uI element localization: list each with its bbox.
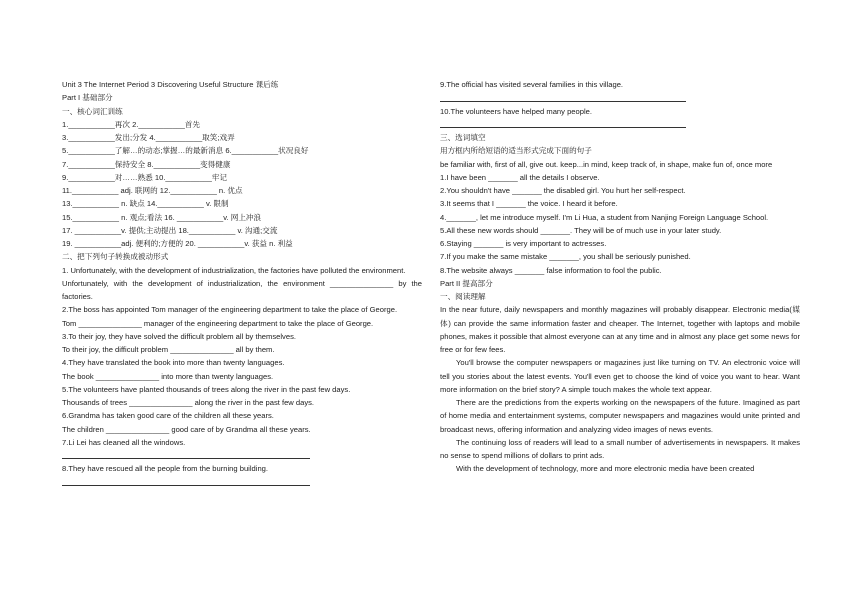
passive-question-5: 5.The volunteers have planted thousands of trees along the river in the past few days.	[62, 384, 351, 394]
passive-answer-2[interactable]: Tom _______________ manager of the engineering department to take the place of George.	[62, 318, 374, 328]
passive-question-6: 6.Grandma has taken good care of the children all these years.	[62, 411, 274, 421]
right-column	[440, 78, 800, 476]
vocab-item[interactable]: 5.___________了解…的动态;掌握…的最新消息 6.___________状况良好	[62, 146, 309, 156]
fill-item[interactable]: 7.If you make the same mistake _______, you shall be seriously punished.	[440, 252, 691, 262]
worksheet-title: Unit 3 The Internet Period 3 Discovering Useful Structure 课后练	[62, 80, 279, 89]
vocab-item[interactable]: 19. ___________adj. 便利的;方便的 20. ___________v. 获益 n. 利益	[62, 239, 293, 248]
passive-answer-6[interactable]: The children _______________ good care of by Grandma all these years.	[62, 424, 311, 434]
passive-question-9: 9.The official has visited several families in this village.	[440, 80, 624, 89]
phrase-box: be familiar with, first of all, give out. keep...in mind, keep track of, in shape, make fun of, once more	[440, 159, 773, 169]
reading-paragraph: In the near future, daily newspapers and monthly magazines will probably disappear. Electronic media(媒体) can provide the same information faster and cheaper. The Internet, together with laptops and mobile phones, makes it possible that almost everyone can at any time and in almost any place get some news for free or for few fees.	[440, 305, 800, 354]
left-column	[62, 78, 422, 489]
vocab-item[interactable]: 15.___________ n. 观点;看法 16. ___________v. 网上冲浪	[62, 212, 262, 222]
answer-line[interactable]	[62, 449, 422, 462]
passive-answer-4[interactable]: The book _______________ into more than twenty languages.	[62, 371, 274, 381]
passive-answer-1[interactable]: Unfortunately, with the development of industrialization, the environment _______________ by the factories.	[62, 278, 422, 301]
part-2-heading: Part II 提高部分	[440, 278, 493, 288]
passive-question-10: 10.The volunteers have helped many people.	[440, 106, 592, 116]
passive-question-1: 1. Unfortunately, with the development of industrialization, the factories have polluted the environment.	[62, 265, 406, 275]
passive-question-2: 2.The boss has appointed Tom manager of the engineering department to take the place of George.	[62, 305, 398, 315]
fill-item[interactable]: 1.I have been _______ all the details I observe.	[440, 172, 600, 182]
passive-answer-3[interactable]: To their joy, the difficult problem _______________ all by them.	[62, 345, 275, 354]
reading-paragraph: The continuing loss of readers will lead to a small number of advertisements in newspapers. It makes no sense to spend millions of dollars to print ads.	[440, 437, 800, 460]
fill-item[interactable]: 5.All these new words should _______. They will be of much use in your later study.	[440, 225, 722, 235]
section-passive-heading: 二、把下列句子转换成被动形式	[62, 252, 169, 262]
vocab-item[interactable]: 3.___________发出;分发 4.___________取笑;戏弄	[62, 133, 235, 142]
vocab-item[interactable]: 9.___________对……熟悉 10.___________牢记	[62, 172, 228, 182]
reading-paragraph: You'll browse the computer newspapers or magazines just like turning on TV. An electronic voice will tell you stories about the latest events. You'll even get to choose the kind of voice you want to hear. Want more information on the brief story? A simple touch makes the whole text appear.	[440, 358, 800, 394]
passive-question-8: 8.They have rescued all the people from the burning building.	[62, 464, 269, 474]
passive-question-3: 3.To their joy, they have solved the difficult problem all by themselves.	[62, 331, 296, 341]
passive-question-7: 7.Li Lei has cleaned all the windows.	[62, 437, 186, 447]
section-vocab-heading: 一、核心词汇训练	[62, 106, 123, 116]
answer-line[interactable]	[440, 118, 800, 131]
vocab-item[interactable]: 17. ___________v. 提供;主动提出 18.___________ v. 沟通;交流	[62, 225, 278, 235]
reading-paragraph: There are the predictions from the experts working on the newspapers of the future. Imagined as part of home media and entertainment systems, computer newspapers and magazines would unite printed and broadcast news, offering information and analyzing video images of news events.	[440, 398, 800, 434]
fill-item[interactable]: 2.You shouldn't have _______ the disabled girl. You hurt her self-respect.	[440, 186, 686, 195]
vocab-item[interactable]: 13.___________ n. 缺点 14.___________ v. 限制	[62, 199, 229, 209]
answer-line[interactable]	[62, 476, 422, 489]
fill-item[interactable]: 6.Staying _______ is very important to actresses.	[440, 239, 607, 248]
reading-paragraph: With the development of technology, more and more electronic media have been created	[456, 464, 755, 474]
fill-item[interactable]: 4._______, let me introduce myself. I'm Li Hua, a student from Nanjing Foreign Language School.	[440, 212, 769, 222]
vocab-item[interactable]: 1.___________再次 2.___________首先	[62, 119, 201, 129]
vocab-item[interactable]: 11.___________ adj. 联网的 12.___________ n. 优点	[62, 186, 243, 195]
fill-item[interactable]: 8.The website always _______ false information to fool the public.	[440, 265, 662, 275]
passive-answer-5[interactable]: Thousands of trees _______________ along the river in the past few days.	[62, 398, 315, 407]
passive-question-4: 4.They have translated the book into more than twenty languages.	[62, 358, 285, 368]
fill-instructions: 用方框内所给短语的适当形式完成下面的句子	[440, 146, 592, 156]
section-reading-heading: 一、阅读理解	[440, 292, 486, 301]
fill-item[interactable]: 3.It seems that I _______ the voice. I heard it before.	[440, 199, 618, 209]
vocab-item[interactable]: 7.___________保持安全 8.___________变得健康	[62, 159, 231, 169]
part-1-heading: Part I 基础部分	[62, 93, 113, 103]
answer-line[interactable]	[440, 91, 800, 104]
section-fill-heading: 三、选词填空	[440, 133, 486, 142]
